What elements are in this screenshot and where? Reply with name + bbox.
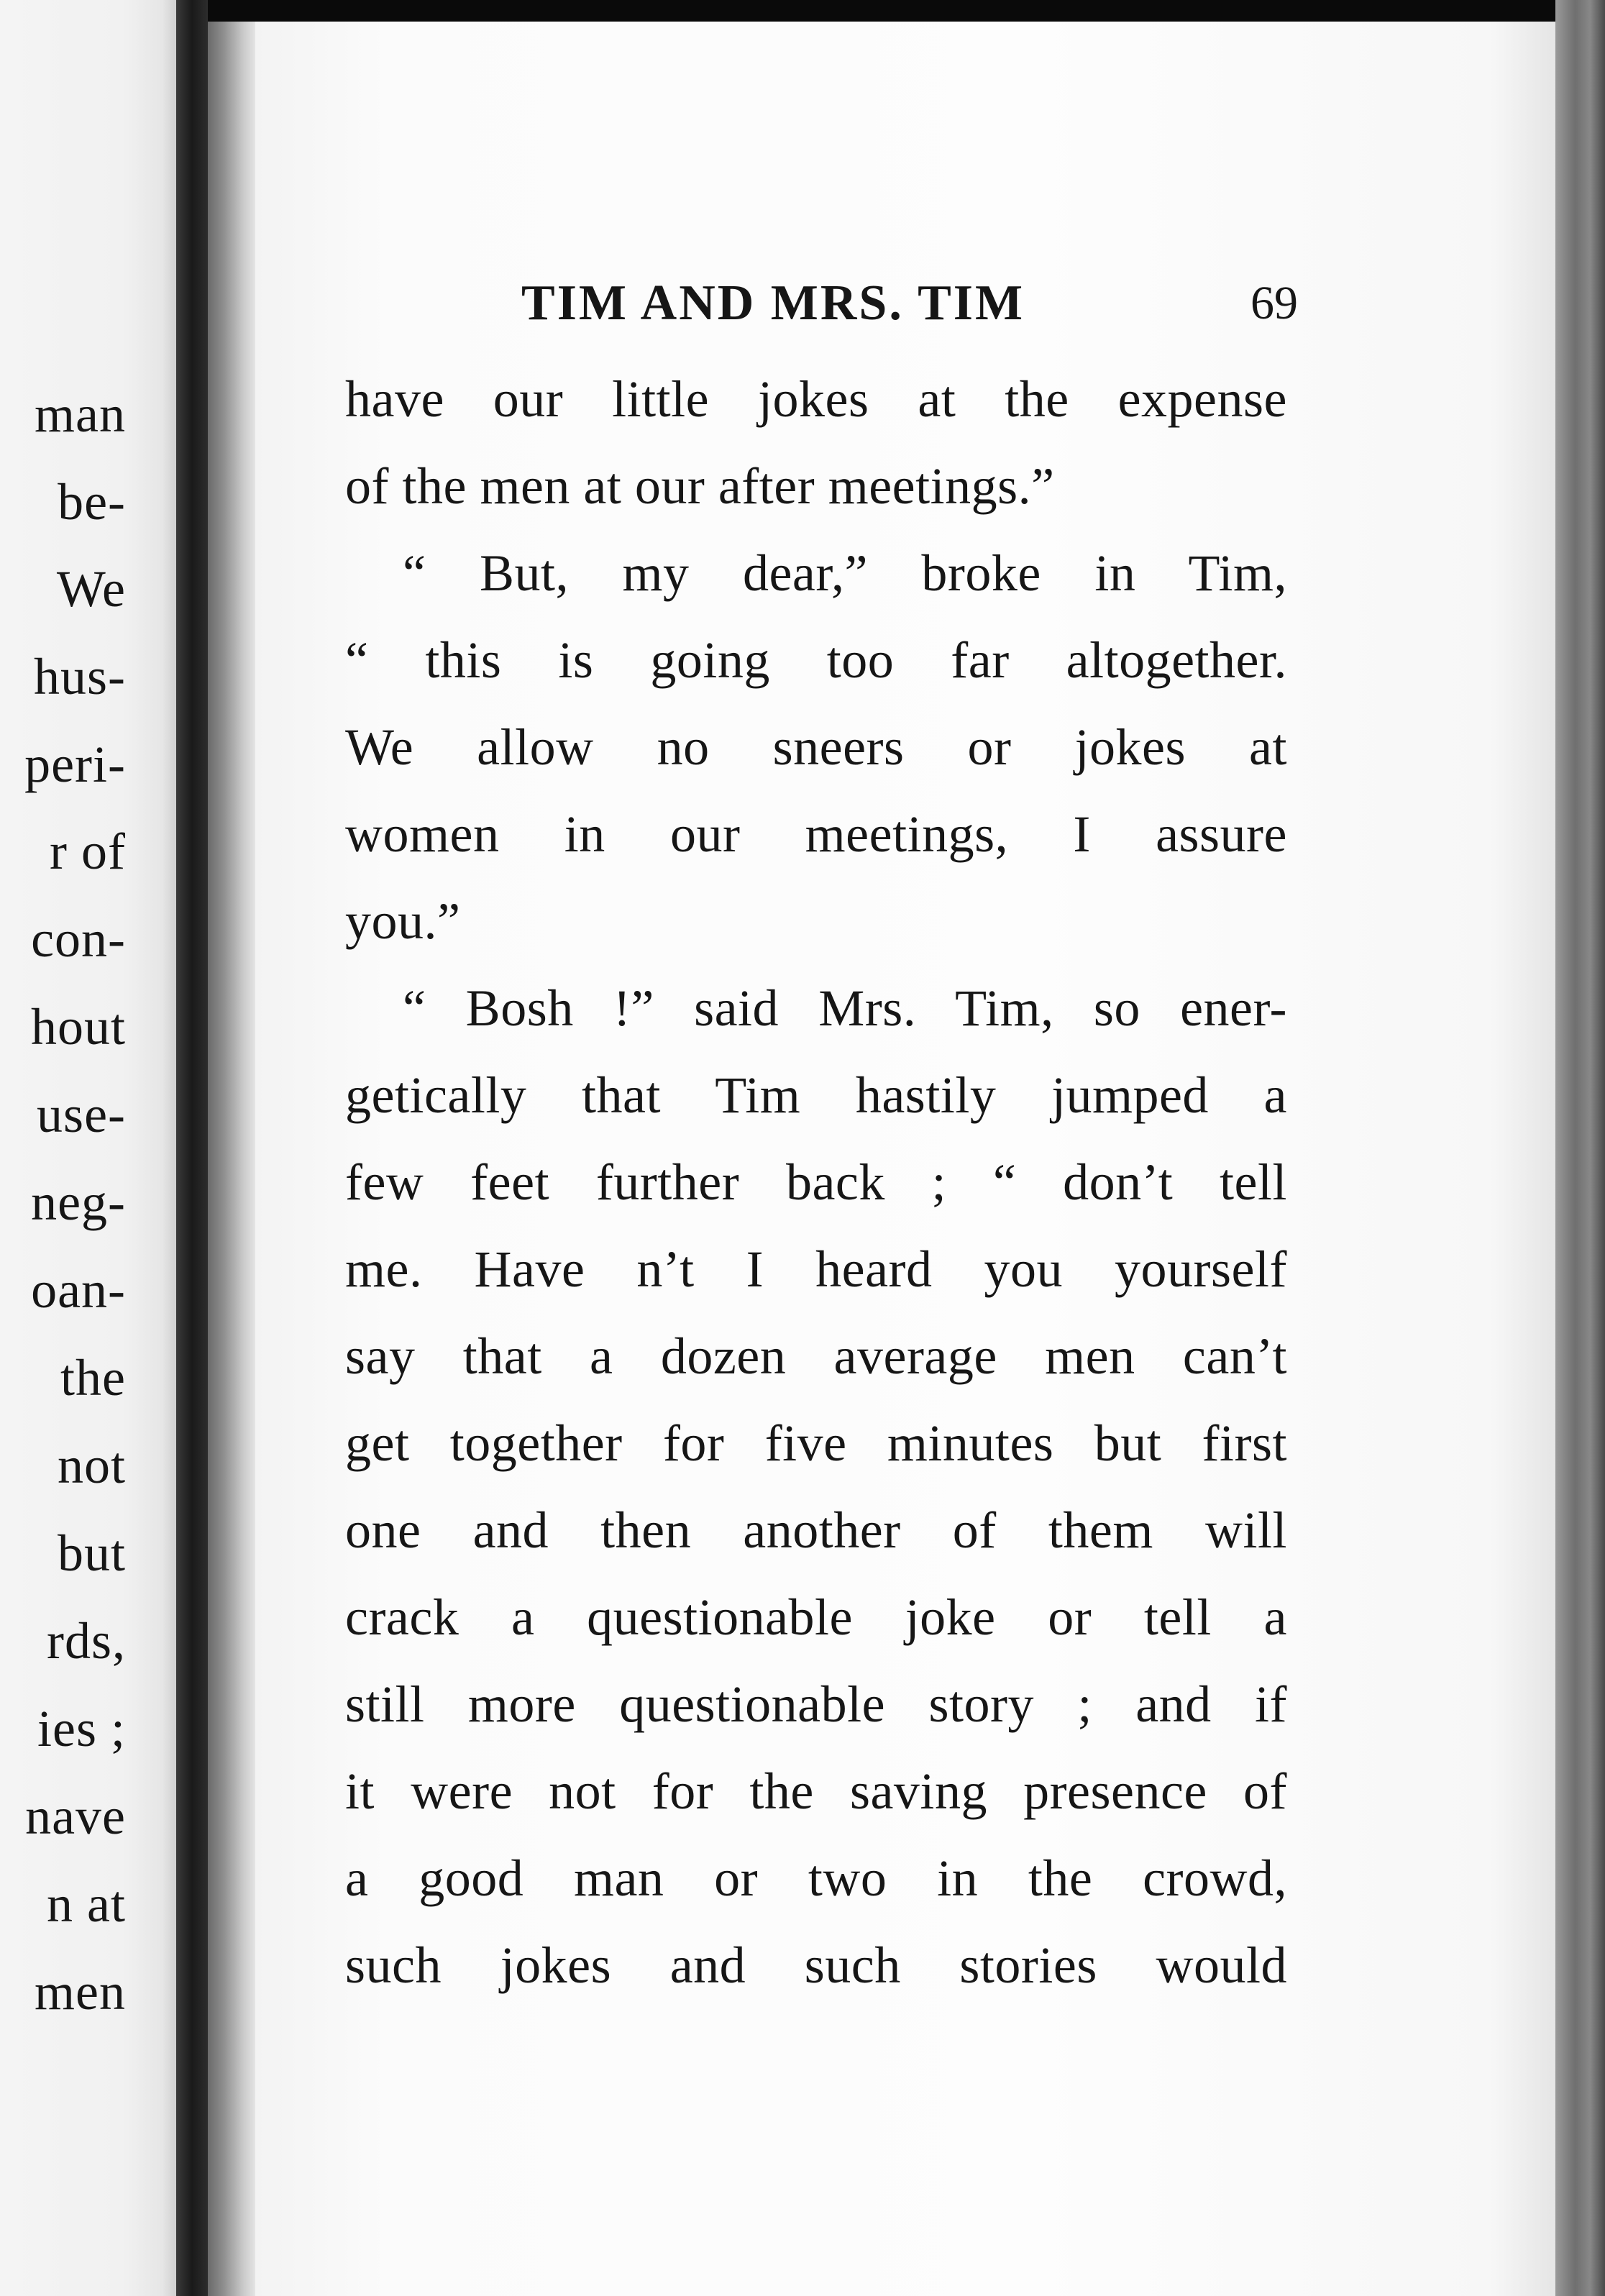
- left-line-fragment: the: [60, 1349, 126, 1407]
- left-line-fragment: neg-: [31, 1174, 126, 1231]
- left-line-fragment: nave: [25, 1788, 126, 1845]
- left-line-fragment: oan-: [31, 1261, 126, 1319]
- left-line-fragment: men: [35, 1963, 126, 2021]
- left-line-fragment: hout: [30, 998, 126, 1056]
- page-header: [521, 271, 1298, 336]
- page-fold-shadow: [208, 22, 258, 2296]
- left-facing-page: [0, 0, 176, 2296]
- text-line: few feet further back ; “ don’t tell: [345, 1153, 1287, 1211]
- page-number: 69: [1250, 277, 1298, 329]
- left-line-fragment: be-: [58, 473, 126, 531]
- text-line: such jokes and such stories would: [345, 1936, 1287, 1994]
- text-line: a good man or two in the crowd,: [345, 1849, 1287, 1907]
- text-line: get together for five minutes but first: [345, 1414, 1287, 1472]
- text-line: it were not for the saving presence of: [345, 1762, 1287, 1820]
- left-line-fragment: rds,: [47, 1612, 126, 1670]
- text-line: “ But, my dear,” broke in Tim,: [403, 544, 1287, 602]
- text-line: We allow no sneers or jokes at: [345, 718, 1287, 776]
- text-line: one and then another of them will: [345, 1501, 1287, 1559]
- left-line-fragment: but: [57, 1524, 126, 1582]
- text-line: still more questionable story ; and if: [345, 1675, 1287, 1733]
- text-line: me. Have n’t I heard you yourself: [345, 1240, 1287, 1298]
- left-line-fragment: man: [35, 385, 126, 443]
- book-gutter-shadow: [176, 0, 208, 2296]
- left-line-fragment: not: [57, 1437, 126, 1494]
- text-line: say that a dozen average men can’t: [345, 1327, 1287, 1385]
- text-line: getically that Tim hastily jumped a: [345, 1066, 1287, 1124]
- left-line-fragment: use-: [37, 1086, 126, 1143]
- text-line: crack a questionable joke or tell a: [345, 1588, 1287, 1646]
- left-line-fragment: hus-: [34, 648, 126, 705]
- running-head: TIM AND MRS. TIM: [521, 275, 1025, 331]
- text-line: “ this is going too far altogether.: [345, 631, 1287, 689]
- text-line: women in our meetings, I assure: [345, 805, 1287, 863]
- text-line: have our little jokes at the expense: [345, 370, 1287, 428]
- left-line-fragment: n at: [47, 1875, 126, 1933]
- page-edge-shadow: [1555, 0, 1605, 2296]
- text-line: “ Bosh !” said Mrs. Tim, so ener-: [403, 979, 1287, 1037]
- text-line: of the men at our after meetings.”: [345, 457, 1055, 515]
- left-line-fragment: ies ;: [37, 1700, 126, 1757]
- left-line-fragment: con-: [31, 910, 126, 968]
- left-line-fragment: peri-: [24, 736, 126, 793]
- left-line-fragment: We: [56, 560, 126, 618]
- text-line: you.”: [345, 892, 461, 950]
- left-line-fragment: r of: [50, 823, 126, 880]
